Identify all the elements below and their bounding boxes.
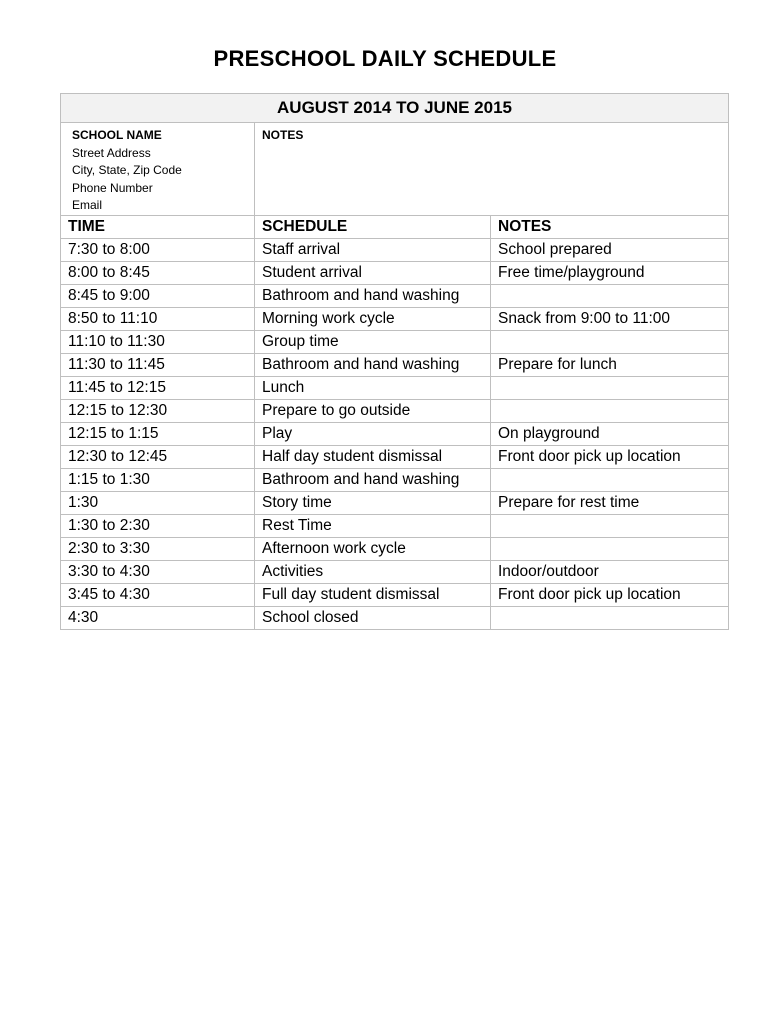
- notes-cell: [491, 606, 729, 629]
- period-row: [61, 94, 729, 123]
- notes-cell: Snack from 9:00 to 11:00: [491, 307, 729, 330]
- time-cell: 8:00 to 8:45: [61, 261, 255, 284]
- notes-cell: Free time/playground: [491, 261, 729, 284]
- table-row: [61, 560, 729, 583]
- notes-cell: [491, 537, 729, 560]
- schedule-cell: Play: [255, 422, 491, 445]
- notes-cell: [491, 468, 729, 491]
- notes-box: [255, 123, 729, 216]
- schedule-cell: Activities: [255, 560, 491, 583]
- notes-label: NOTES: [262, 128, 304, 142]
- table-row: [61, 238, 729, 261]
- notes-cell: Prepare for lunch: [491, 353, 729, 376]
- table-row: [61, 537, 729, 560]
- time-cell: 11:10 to 11:30: [61, 330, 255, 353]
- page-title: PRESCHOOL DAILY SCHEDULE: [213, 46, 557, 71]
- schedule-cell: Lunch: [255, 376, 491, 399]
- notes-cell: School prepared: [491, 238, 729, 261]
- table-row: [61, 468, 729, 491]
- table-row: [61, 307, 729, 330]
- column-header-row: [61, 215, 729, 238]
- schedule-cell: Staff arrival: [255, 238, 491, 261]
- time-cell: 3:45 to 4:30: [61, 583, 255, 606]
- schedule-cell: Bathroom and hand washing: [255, 284, 491, 307]
- notes-cell: [491, 514, 729, 537]
- table-row: [61, 491, 729, 514]
- school-name-label: SCHOOL NAME: [72, 128, 162, 142]
- time-cell: 4:30: [61, 606, 255, 629]
- schedule-cell: Bathroom and hand washing: [255, 468, 491, 491]
- table-row: [61, 353, 729, 376]
- info-row: [61, 123, 729, 216]
- period-title: AUGUST 2014 TO JUNE 2015: [61, 94, 729, 123]
- column-header-schedule: SCHEDULE: [255, 215, 491, 238]
- time-cell: 12:30 to 12:45: [61, 445, 255, 468]
- time-cell: 3:30 to 4:30: [61, 560, 255, 583]
- notes-cell: [491, 376, 729, 399]
- time-cell: 1:30: [61, 491, 255, 514]
- table-row: [61, 514, 729, 537]
- schedule-cell: Afternoon work cycle: [255, 537, 491, 560]
- table-row: [61, 399, 729, 422]
- time-cell: 8:50 to 11:10: [61, 307, 255, 330]
- street-address: Street Address: [72, 145, 151, 160]
- city-state-zip: City, State, Zip Code: [72, 163, 182, 177]
- column-header-notes: NOTES: [491, 215, 729, 238]
- time-cell: 12:15 to 12:30: [61, 399, 255, 422]
- schedule-cell: Prepare to go outside: [255, 399, 491, 422]
- notes-cell: [491, 284, 729, 307]
- table-row: [61, 284, 729, 307]
- notes-cell: Front door pick up location: [491, 583, 729, 606]
- schedule-cell: Group time: [255, 330, 491, 353]
- schedule-cell: Full day student dismissal: [255, 583, 491, 606]
- time-cell: 11:45 to 12:15: [61, 376, 255, 399]
- time-cell: 1:30 to 2:30: [61, 514, 255, 537]
- notes-cell: [491, 399, 729, 422]
- schedule-cell: School closed: [255, 606, 491, 629]
- email: Email: [72, 198, 103, 212]
- notes-cell: Indoor/outdoor: [491, 560, 729, 583]
- time-cell: 2:30 to 3:30: [61, 537, 255, 560]
- table-row: [61, 330, 729, 353]
- time-cell: 7:30 to 8:00: [61, 238, 255, 261]
- school-info: [61, 123, 255, 216]
- schedule-cell: Rest Time: [255, 514, 491, 537]
- phone-number: Phone Number: [72, 180, 153, 195]
- table-row: [61, 422, 729, 445]
- table-row: [61, 261, 729, 284]
- time-cell: 12:15 to 1:15: [61, 422, 255, 445]
- column-header-time: TIME: [61, 215, 255, 238]
- schedule-cell: Story time: [255, 491, 491, 514]
- notes-cell: [491, 330, 729, 353]
- notes-cell: On playground: [491, 422, 729, 445]
- schedule-table: [60, 93, 729, 630]
- time-cell: 11:30 to 11:45: [61, 353, 255, 376]
- time-cell: 1:15 to 1:30: [61, 468, 255, 491]
- notes-cell: Prepare for rest time: [491, 491, 729, 514]
- table-row: [61, 376, 729, 399]
- schedule-cell: Half day student dismissal: [255, 445, 491, 468]
- schedule-cell: Student arrival: [255, 261, 491, 284]
- schedule-cell: Morning work cycle: [255, 307, 491, 330]
- schedule-cell: Bathroom and hand washing: [255, 353, 491, 376]
- time-cell: 8:45 to 9:00: [61, 284, 255, 307]
- table-row: [61, 606, 729, 629]
- table-row: [61, 445, 729, 468]
- notes-cell: Front door pick up location: [491, 445, 729, 468]
- table-row: [61, 583, 729, 606]
